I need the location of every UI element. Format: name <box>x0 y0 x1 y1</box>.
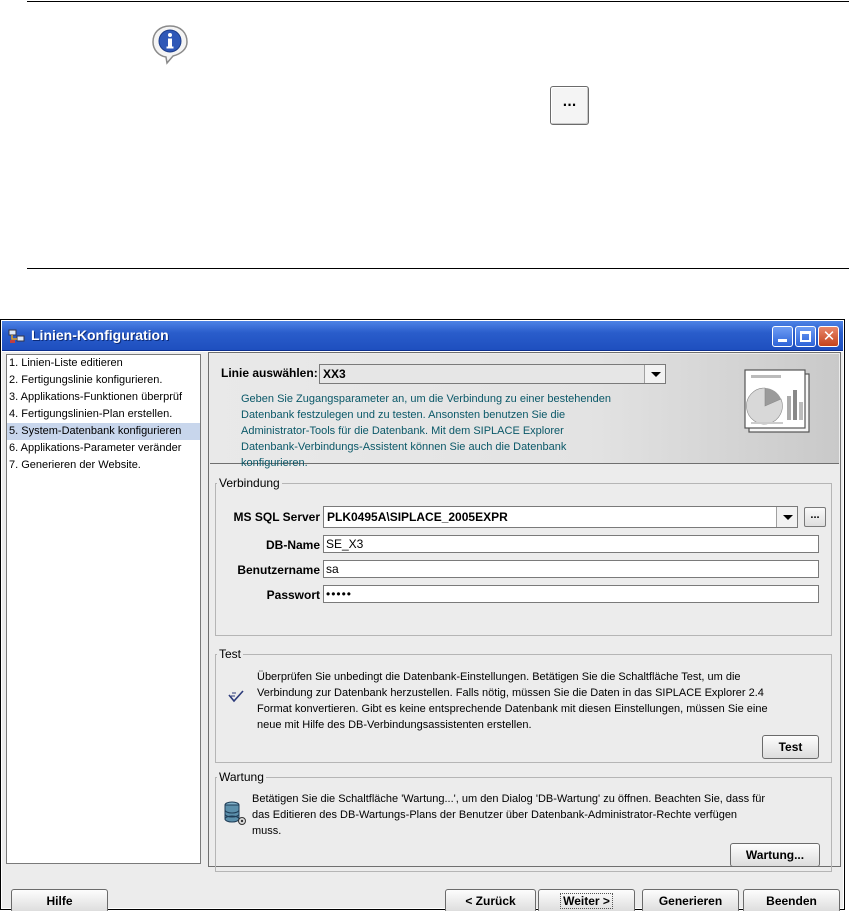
step-item-7[interactable]: 7. Generieren der Website. <box>9 459 141 471</box>
step-description-line: Administrator-Tools für die Datenbank. Mit dem SIPLACE Explorer <box>241 425 564 437</box>
test-description-line: neue mit Hilfe des DB-Verbindungsassistenten erstellen. <box>257 719 532 731</box>
info-icon <box>150 23 190 65</box>
step-description-line: Datenbank festzulegen und zu testen. Ansonsten benutzen Sie die <box>241 409 566 421</box>
test-description-line: Format konvertieren. Gibt es keine entsprechende Datenbank mit diesen Einstellungen, müssen Sie eine <box>257 703 768 715</box>
step-header <box>210 354 839 469</box>
checkmark-icon <box>227 689 245 703</box>
wizard-steps-list <box>6 354 201 864</box>
maintenance-description-line: das Editieren des DB-Wartungs-Plans der Benutzer über Datenbank-Administrator-Rechte verfügen <box>252 809 738 821</box>
step-item-6[interactable]: 6. Applikations-Parameter veränder <box>9 442 182 454</box>
maintenance-description-line: muss. <box>252 825 282 837</box>
help-button[interactable]: Hilfe <box>11 889 108 911</box>
step-description <box>241 391 681 471</box>
linien-konfiguration-window <box>0 319 845 910</box>
step-item-1[interactable]: 1. Linien-Liste editieren <box>9 357 123 369</box>
close-icon: ✕ <box>822 327 836 345</box>
top-rule <box>27 1 849 2</box>
chevron-down-icon[interactable] <box>644 365 665 383</box>
password-label: Passwort <box>266 588 320 602</box>
step-item-2[interactable]: 2. Fertigungslinie konfigurieren. <box>9 374 163 386</box>
connection-group-title: Verbindung <box>219 476 280 490</box>
network-app-icon <box>8 328 25 344</box>
test-description-line: Verbindung zur Datenbank herzustellen. Falls nötig, müssen Sie die Daten in das SIPLACE Explorer 2.4 <box>257 687 764 699</box>
window-title: Linien-Konfiguration <box>31 327 169 343</box>
server-select-value: PLK0495A\SIPLACE_2005EXPR <box>327 510 508 524</box>
step-description-line: konfigurieren. <box>241 457 308 469</box>
step-description-line: Geben Sie Zugangsparameter an, um die Verbindung zu einer bestehenden <box>241 393 611 405</box>
ellipsis-button-illustration: ... <box>550 86 589 125</box>
server-select[interactable] <box>323 506 798 528</box>
test-description-line: Überprüfen Sie unbedingt die Datenbank-Einstellungen. Betätigen Sie die Schaltfläche Test, um die <box>257 671 741 683</box>
database-maintenance-icon <box>223 800 247 826</box>
connection-group <box>215 476 832 636</box>
report-illustration-icon <box>741 366 821 446</box>
dbname-field[interactable]: SE_X3 <box>323 535 819 553</box>
generate-button[interactable]: Generieren <box>642 889 739 911</box>
server-label: MS SQL Server <box>233 510 320 524</box>
step-description-line: Datenbank-Verbindungs-Assistent können Sie auch die Datenbank <box>241 441 567 453</box>
test-group <box>215 647 832 763</box>
test-group-title: Test <box>219 647 242 661</box>
maintenance-group-title: Wartung <box>219 770 264 784</box>
window-client-area <box>2 352 843 908</box>
linie-select-value: XX3 <box>323 367 346 381</box>
test-description <box>257 669 827 733</box>
bottom-rule <box>27 268 849 269</box>
chevron-down-icon[interactable] <box>776 507 797 527</box>
dbname-label: DB-Name <box>265 538 320 552</box>
test-button[interactable]: Test <box>762 735 819 759</box>
step-item-4[interactable]: 4. Fertigungslinien-Plan erstellen. <box>9 408 173 420</box>
linie-label: Linie auswählen: <box>221 366 318 380</box>
maintenance-description-line: Betätigen Sie die Schaltfläche 'Wartung...', um den Dialog 'DB-Wartung' zu öffnen. Beachten Sie, dass für <box>252 793 766 805</box>
maintenance-description <box>252 791 828 839</box>
username-field[interactable]: sa <box>323 560 819 578</box>
maximize-button[interactable] <box>795 326 816 347</box>
step-item-5[interactable]: 5. System-Datenbank konfigurieren <box>7 423 200 440</box>
step-item-3[interactable]: 3. Applikations-Funktionen überprüf <box>9 391 183 403</box>
back-button[interactable]: < Zurück <box>445 889 536 911</box>
step-content-panel <box>208 352 841 867</box>
maximize-icon <box>800 331 811 342</box>
close-button[interactable] <box>818 326 839 347</box>
minimize-button[interactable] <box>772 326 793 347</box>
wizard-button-bar <box>2 867 843 910</box>
linie-select[interactable] <box>319 364 666 384</box>
username-label: Benutzername <box>237 563 320 577</box>
maintenance-group <box>215 770 832 872</box>
next-button[interactable] <box>538 889 635 911</box>
title-bar[interactable] <box>2 321 843 351</box>
browse-server-button[interactable]: ... <box>804 507 826 527</box>
maintenance-button[interactable]: Wartung... <box>730 843 820 867</box>
password-field[interactable]: ••••• <box>323 585 819 603</box>
minimize-icon <box>778 339 787 342</box>
finish-button[interactable]: Beenden <box>743 889 840 911</box>
next-button-label: Weiter > <box>560 893 613 909</box>
